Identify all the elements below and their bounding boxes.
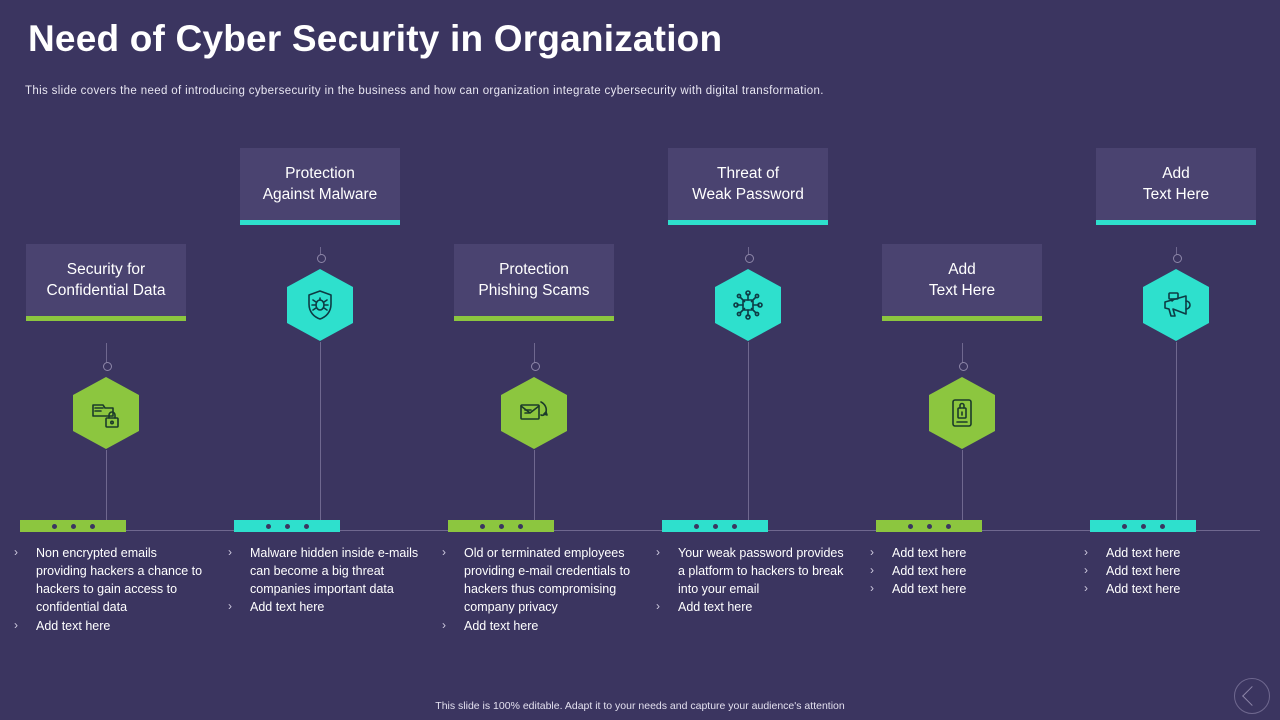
dot-bar-dots (1090, 520, 1196, 532)
folder-lock-icon (72, 376, 140, 450)
list-item (870, 544, 1066, 562)
list-item (870, 562, 1066, 580)
bullet-text: Add text here (892, 582, 967, 597)
dot-bar-dots (662, 520, 768, 532)
connector-dot (745, 254, 754, 263)
connector-line-bottom (748, 342, 749, 520)
heading-line1: Add (1162, 165, 1190, 182)
bullet-list-security-confidential-data (14, 544, 210, 635)
list-item (14, 544, 210, 617)
page-title: Need of Cyber Security in Organization (28, 18, 723, 59)
network-nodes-icon (714, 268, 782, 342)
icon-hexagon-add-text-here-6[interactable] (1142, 268, 1210, 342)
connector-line-bottom (962, 450, 963, 520)
bullet-marker-icon: › (1084, 581, 1088, 596)
bullet-marker-icon: › (870, 563, 874, 578)
connector-dot (959, 362, 968, 371)
bullet-list-threat-of-weak-password (656, 544, 852, 617)
bullet-text: Add text here (1106, 564, 1181, 579)
slide-subtitle: This slide covers the need of introducing cybersecurity in the business and how can organization integrate cybersecurity with digital transformation. (25, 85, 824, 97)
dot-bar-security-confidential-data (20, 520, 126, 532)
dot-bar-dots (448, 520, 554, 532)
megaphone-icon (1142, 268, 1210, 342)
bullet-text: Add text here (250, 600, 325, 615)
bullet-marker-icon: › (870, 581, 874, 596)
column-add-text-here-6[interactable] (1070, 0, 1280, 700)
column-protection-phishing-scams[interactable] (428, 0, 640, 700)
connector-line-bottom (1176, 342, 1177, 520)
bullet-list-add-text-here-6 (1084, 544, 1280, 598)
list-item (1084, 562, 1280, 580)
dot-bar-add-text-here-5 (876, 520, 982, 532)
heading-underline (1096, 220, 1256, 225)
column-protection-against-malware[interactable] (214, 0, 426, 700)
icon-hexagon-protection-phishing-scams[interactable] (500, 376, 568, 450)
heading-card-protection-phishing-scams[interactable] (454, 244, 614, 316)
heading-underline (454, 316, 614, 321)
document-lock-icon (928, 376, 996, 450)
heading-line1: Protection (499, 261, 569, 278)
slide-footer: This slide is 100% editable. Adapt it to your needs and capture your audience's attention (435, 700, 845, 712)
column-add-text-here-5[interactable] (856, 0, 1068, 700)
heading-line2: Text Here (1142, 185, 1210, 203)
bullet-list-protection-against-malware (228, 544, 424, 617)
dot-bar-dots (20, 520, 126, 532)
bullet-text: Old or terminated employees providing e-mail credentials to hackers thus compromising company privacy (464, 546, 631, 615)
phishing-mail-icon (500, 376, 568, 450)
heading-line1: Security for (66, 261, 146, 278)
column-security-confidential-data[interactable] (0, 0, 212, 700)
dot-bar-dots (876, 520, 982, 532)
heading-card-add-text-here-6[interactable] (1096, 148, 1256, 220)
bullet-text: Your weak password provides a platform to hackers to break into your email (678, 546, 844, 597)
list-item (656, 544, 852, 598)
heading-line2: Against Malware (262, 185, 378, 203)
icon-hexagon-security-confidential-data[interactable] (72, 376, 140, 450)
column-threat-of-weak-password[interactable] (642, 0, 854, 700)
heading-card-protection-against-malware[interactable] (240, 148, 400, 220)
icon-hexagon-add-text-here-5[interactable] (928, 376, 996, 450)
heading-underline (26, 316, 186, 321)
bullet-text: Malware hidden inside e-mails can become a big threat companies important data (250, 546, 419, 597)
dot-bar-protection-against-malware (234, 520, 340, 532)
heading-line2: Confidential Data (46, 281, 166, 299)
connector-dot (531, 362, 540, 371)
bullet-marker-icon: › (442, 617, 446, 632)
bullet-text: Add text here (36, 618, 111, 633)
bullet-marker-icon: › (14, 617, 18, 632)
connector-dot (317, 254, 326, 263)
heading-line1: Add (948, 261, 976, 278)
bullet-text: Add text here (1106, 546, 1181, 560)
dot-bar-protection-phishing-scams (448, 520, 554, 532)
shield-bug-icon (286, 268, 354, 342)
heading-line1: Protection (285, 165, 355, 182)
bullet-text: Add text here (464, 618, 539, 633)
list-item (228, 598, 424, 616)
dot-bar-threat-of-weak-password (662, 520, 768, 532)
bullet-marker-icon: › (656, 599, 660, 614)
bullet-marker-icon: › (1084, 563, 1088, 578)
connector-dot (1173, 254, 1182, 263)
bullet-text: Add text here (892, 546, 967, 560)
heading-line2: Weak Password (692, 185, 804, 203)
heading-line1: Threat of (716, 165, 780, 182)
bullet-marker-icon: › (228, 545, 232, 559)
heading-card-security-confidential-data[interactable] (26, 244, 186, 316)
bullet-marker-icon: › (1084, 545, 1088, 559)
dot-bar-add-text-here-6 (1090, 520, 1196, 532)
list-item (1084, 544, 1280, 562)
heading-card-threat-of-weak-password[interactable] (668, 148, 828, 220)
dot-bar-dots (234, 520, 340, 532)
heading-underline (882, 316, 1042, 321)
bullet-marker-icon: › (870, 545, 874, 559)
list-item (1084, 580, 1280, 598)
connector-line-bottom (320, 342, 321, 520)
icon-hexagon-threat-of-weak-password[interactable] (714, 268, 782, 342)
bullet-list-protection-phishing-scams (442, 544, 638, 635)
list-item (14, 617, 210, 635)
list-item (870, 580, 1066, 598)
heading-card-add-text-here-5[interactable] (882, 244, 1042, 316)
bullet-text: Add text here (892, 564, 967, 579)
bullet-marker-icon: › (442, 545, 446, 559)
bullet-marker-icon: › (14, 545, 18, 559)
heading-line2: Phishing Scams (478, 281, 590, 299)
heading-underline (668, 220, 828, 225)
bullet-list-add-text-here-5 (870, 544, 1066, 598)
bullet-text: Add text here (1106, 582, 1181, 597)
connector-line-bottom (106, 450, 107, 520)
bullet-marker-icon: › (656, 545, 660, 559)
bullet-text: Add text here (678, 600, 753, 615)
connector-dot (103, 362, 112, 371)
list-item (442, 617, 638, 635)
bullet-text: Non encrypted emails providing hackers a chance to hackers to gain access to confidential data (36, 546, 203, 615)
corner-arrow-icon (1234, 678, 1270, 714)
bullet-marker-icon: › (228, 599, 232, 614)
heading-line2: Text Here (928, 281, 996, 299)
icon-hexagon-protection-against-malware[interactable] (286, 268, 354, 342)
list-item (656, 598, 852, 616)
heading-underline (240, 220, 400, 225)
list-item (228, 544, 424, 598)
connector-line-bottom (534, 450, 535, 520)
list-item (442, 544, 638, 617)
